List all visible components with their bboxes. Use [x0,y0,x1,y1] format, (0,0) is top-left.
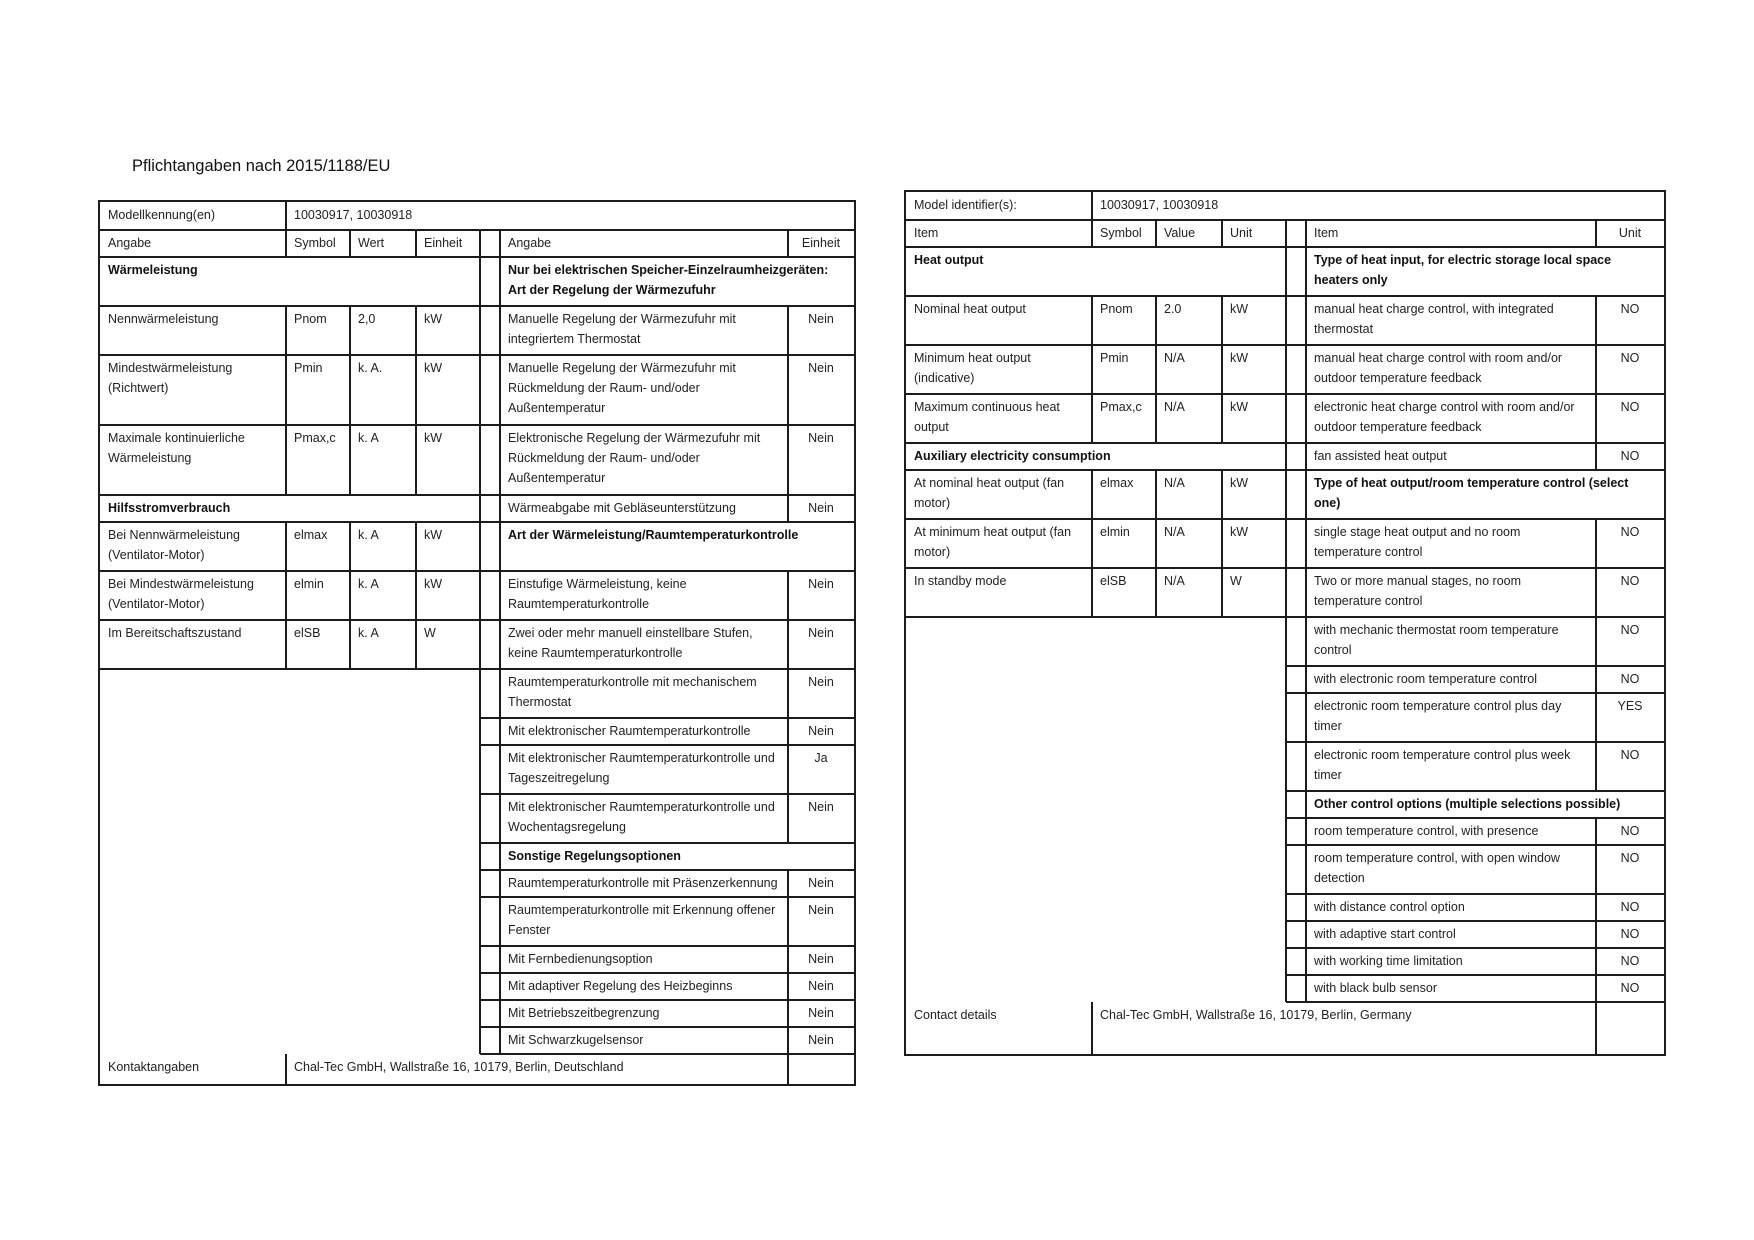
right-value: Nein [808,876,834,890]
column-divider [349,230,351,257]
left-value: N/A [1164,525,1185,539]
column-divider [285,230,287,257]
right-value: Nein [808,501,834,515]
right-item: Raumtemperaturkontrolle mit Präsenzerkennung [508,876,778,890]
column-divider [787,571,789,620]
column-divider [349,355,351,425]
right-item: Mit adaptiver Regelung des Heizbeginns [508,979,733,993]
column-divider [285,571,287,620]
column-divider [787,794,789,843]
column-divider [479,230,481,1054]
column-divider [349,571,351,620]
right-item: electronic room temperature control plus day timer [1314,699,1562,733]
left-symbol: Pmin [294,361,323,375]
right-item: room temperature control, with presence [1314,824,1539,838]
header-value: Value [1164,226,1196,240]
left-item: Maximum continuous heat output [914,400,1060,434]
right-item: Manuelle Regelung der Wärmezufuhr mit integriertem Thermostat [508,312,736,346]
left-value: 2,0 [358,312,376,326]
right-section-heading: Nur bei elektrischen Speicher-Einzelraumheizgeräten: Art der Regelung der Wärmezufuhr [508,263,829,297]
right-value: NO [1620,672,1640,686]
left-section-heading: Heat output [914,253,984,267]
column-divider [787,495,789,522]
right-value: Nein [808,979,834,993]
header-symbol: Symbol [294,236,336,250]
column-divider [1595,443,1597,470]
right-item: manual heat charge control with room and/or outdoor temperature feedback [1314,351,1563,385]
column-divider [415,355,417,425]
right-section-heading: Sonstige Regelungsoptionen [508,849,681,863]
right-value: Nein [808,431,834,445]
left-unit: kW [1230,476,1249,490]
column-divider [285,355,287,425]
left-symbol: elSB [294,626,321,640]
column-divider [415,230,417,257]
left-symbol: elmax [294,528,328,542]
right-value: NO [1620,302,1640,316]
left-unit: kW [424,577,443,591]
header-unit: Unit [1230,226,1253,240]
column-divider [787,870,789,897]
left-value: k. A [358,528,379,542]
left-value: 2.0 [1164,302,1182,316]
right-value: Nein [808,952,834,966]
model-label: Modellkennung(en) [108,208,216,222]
row-divider [906,616,1286,618]
header-unit-2: Einheit [801,236,841,250]
header-value: Wert [358,236,385,250]
left-item: Minimum heat output (indicative) [914,351,1031,385]
right-value: NO [1620,824,1640,838]
page-title: Pflichtangaben nach 2015/1188/EU [132,157,391,175]
column-divider [1595,921,1597,948]
right-item: Mit Betriebszeitbegrenzung [508,1006,660,1020]
right-section-heading: Type of heat output/room temperature control (select one) [1314,476,1629,510]
right-item: Raumtemperaturkontrolle mit mechanischem Thermostat [508,675,757,709]
left-unit: kW [1230,302,1249,316]
column-divider [787,1000,789,1027]
right-section-heading: Type of heat input, for electric storage local space heaters only [1314,253,1612,287]
column-divider [1091,394,1093,443]
right-value: YES [1617,699,1643,713]
right-value: Nein [808,1033,834,1047]
header-item: Item [914,226,939,240]
left-section-heading: Wärmeleistung [108,263,198,277]
column-divider [285,425,287,495]
column-divider [1091,470,1093,519]
column-divider [415,620,417,669]
header-item-2: Item [1314,226,1339,240]
left-symbol: Pnom [294,312,327,326]
column-divider [787,355,789,425]
column-divider [1595,1002,1597,1054]
header-item-2: Angabe [508,236,552,250]
left-item: In standby mode [914,574,1007,588]
right-value: Nein [808,312,834,326]
column-divider [1155,394,1157,443]
column-divider [1155,296,1157,345]
column-divider [1155,345,1157,394]
column-divider [415,306,417,355]
left-unit: W [1230,574,1242,588]
right-value: NO [1620,449,1640,463]
right-item: Mit elektronischer Raumtemperaturkontrolle und Tageszeitregelung [508,751,775,785]
column-divider [1595,617,1597,666]
column-divider [1595,666,1597,693]
column-divider [285,1054,287,1084]
right-item: Raumtemperaturkontrolle mit Erkennung offener Fenster [508,903,776,937]
right-item: fan assisted heat output [1314,449,1447,463]
column-divider [349,425,351,495]
column-divider [1595,519,1597,568]
left-symbol: elmin [1100,525,1130,539]
right-value: NO [1620,851,1640,865]
column-divider [1595,345,1597,394]
right-item: room temperature control, with open window detection [1314,851,1560,885]
right-item: Wärmeabgabe mit Gebläseunterstützung [508,501,736,515]
column-divider [1595,568,1597,617]
left-symbol: elmin [294,577,324,591]
left-item: Nominal heat output [914,302,1026,316]
column-divider [1091,296,1093,345]
column-divider [1221,568,1223,617]
right-item: Manuelle Regelung der Wärmezufuhr mit Rückmeldung der Raum- und/oder Außentemperatur [508,361,736,415]
model-label: Model identifier(s): [914,198,1017,212]
left-section-heading: Hilfsstromverbrauch [108,501,231,515]
column-divider [1221,394,1223,443]
right-item: Mit Fernbedienungsoption [508,952,653,966]
left-value: k. A [358,577,379,591]
left-item: Im Bereitschaftszustand [108,626,242,640]
column-divider [1595,845,1597,894]
right-value: Nein [808,903,834,917]
column-divider [1221,296,1223,345]
header-unit: Einheit [424,236,463,250]
column-divider [1305,220,1307,1002]
left-item: At minimum heat output (fan motor) [914,525,1072,559]
left-value: N/A [1164,574,1185,588]
left-symbol: Pmin [1100,351,1129,365]
column-divider [787,897,789,946]
right-section-heading: Art der Wärmeleistung/Raumtemperaturkontrolle [508,528,799,542]
right-item: Mit elektronischer Raumtemperaturkontrolle und Wochentagsregelung [508,800,775,834]
column-divider [787,718,789,745]
column-divider [415,425,417,495]
right-item: with working time limitation [1314,954,1463,968]
header-unit-2: Unit [1618,226,1642,240]
german-spec-table [98,200,856,1086]
contact-value: Chal-Tec GmbH, Wallstraße 16, 10179, Berlin, Germany [1100,1008,1412,1022]
left-item: Bei Mindestwärmeleistung (Ventilator-Motor) [108,577,254,611]
right-value: NO [1620,351,1640,365]
left-unit: kW [424,431,443,445]
left-item: Mindestwärmeleistung (Richtwert) [108,361,233,395]
left-value: k. A. [358,361,383,375]
left-symbol: Pnom [1100,302,1133,316]
right-value: NO [1620,748,1640,762]
left-value: N/A [1164,476,1185,490]
left-unit: kW [424,312,443,326]
header-symbol: Symbol [1100,226,1142,240]
column-divider [1595,296,1597,345]
row-divider [100,668,480,670]
contact-label: Contact details [914,1008,997,1022]
column-divider [787,425,789,495]
left-unit: kW [1230,351,1249,365]
right-value: Nein [808,626,834,640]
column-divider [1091,1002,1093,1054]
column-divider [1595,894,1597,921]
right-item: single stage heat output and no room temperature control [1314,525,1521,559]
right-value: Ja [814,751,828,765]
column-divider [1155,220,1157,247]
column-divider [415,522,417,571]
right-item: manual heat charge control, with integrated thermostat [1314,302,1554,336]
column-divider [1595,693,1597,742]
right-item: with black bulb sensor [1314,981,1437,995]
contact-value: Chal-Tec GmbH, Wallstraße 16, 10179, Berlin, Deutschland [294,1060,624,1074]
column-divider [349,306,351,355]
right-item: electronic heat charge control with room and/or outdoor temperature feedback [1314,400,1575,434]
model-value: 10030917, 10030918 [1100,198,1219,212]
left-unit: kW [424,361,443,375]
right-item: with distance control option [1314,900,1465,914]
left-value: k. A [358,626,379,640]
column-divider [499,230,501,1054]
column-divider [1595,818,1597,845]
column-divider [787,745,789,794]
left-symbol: elSB [1100,574,1127,588]
right-value: Nein [808,361,834,375]
column-divider [1221,470,1223,519]
right-item: electronic room temperature control plus week timer [1314,748,1571,782]
column-divider [1155,470,1157,519]
column-divider [787,946,789,973]
column-divider [787,1027,789,1054]
column-divider [349,522,351,571]
right-item: Zwei oder mehr manuell einstellbare Stufen, keine Raumtemperaturkontrolle [508,626,753,660]
column-divider [285,202,287,230]
right-value: NO [1620,900,1640,914]
column-divider [415,571,417,620]
right-value: Nein [808,675,834,689]
model-value: 10030917, 10030918 [294,208,413,222]
right-value: NO [1620,927,1640,941]
column-divider [1091,519,1093,568]
column-divider [1595,975,1597,1002]
right-value: NO [1620,954,1640,968]
right-item: with electronic room temperature control [1314,672,1538,686]
left-item: Bei Nennwärmeleistung (Ventilator-Motor) [108,528,241,562]
right-item: Mit elektronischer Raumtemperaturkontrolle [508,724,751,738]
right-item: with adaptive start control [1314,927,1456,941]
english-spec-table [904,190,1666,1056]
left-unit: kW [1230,525,1249,539]
left-unit: W [424,626,436,640]
column-divider [1221,345,1223,394]
column-divider [1285,220,1287,1002]
column-divider [1595,742,1597,791]
column-divider [285,522,287,571]
right-value: NO [1620,400,1640,414]
column-divider [1595,394,1597,443]
left-value: N/A [1164,351,1185,365]
left-item: Nennwärmeleistung [108,312,219,326]
right-value: NO [1620,981,1640,995]
right-value: NO [1620,574,1640,588]
right-value: Nein [808,724,834,738]
left-section-heading: Auxiliary electricity consumption [914,449,1111,463]
column-divider [787,306,789,355]
column-divider [787,230,789,257]
column-divider [1595,948,1597,975]
column-divider [1091,345,1093,394]
left-symbol: elmax [1100,476,1134,490]
column-divider [787,669,789,718]
left-symbol: Pmax,c [1100,400,1142,414]
column-divider [1091,220,1093,247]
column-divider [1155,568,1157,617]
left-item: At nominal heat output (fan motor) [914,476,1065,510]
right-item: Mit Schwarzkugelsensor [508,1033,644,1047]
left-value: N/A [1164,400,1185,414]
right-item: Two or more manual stages, no room temperature control [1314,574,1522,608]
right-value: NO [1620,623,1640,637]
column-divider [1221,519,1223,568]
contact-label: Kontaktangaben [108,1060,200,1074]
right-item: Einstufige Wärmeleistung, keine Raumtemperaturkontrolle [508,577,687,611]
right-item: with mechanic thermostat room temperature control [1314,623,1559,657]
right-value: Nein [808,800,834,814]
column-divider [787,620,789,669]
right-value: NO [1620,525,1640,539]
header-item: Angabe [108,236,152,250]
column-divider [787,973,789,1000]
left-symbol: Pmax,c [294,431,336,445]
column-divider [1155,519,1157,568]
column-divider [1595,220,1597,247]
right-section-heading: Other control options (multiple selections possible) [1314,797,1621,811]
column-divider [349,620,351,669]
left-item: Maximale kontinuierliche Wärmeleistung [108,431,245,465]
column-divider [1221,220,1223,247]
left-unit: kW [424,528,443,542]
right-value: Nein [808,1006,834,1020]
column-divider [1091,568,1093,617]
column-divider [787,1054,789,1084]
left-value: k. A [358,431,379,445]
left-unit: kW [1230,400,1249,414]
right-value: Nein [808,577,834,591]
column-divider [1091,192,1093,220]
column-divider [285,620,287,669]
right-item: Elektronische Regelung der Wärmezufuhr mit Rückmeldung der Raum- und/oder Außentemperatur [508,431,761,485]
column-divider [285,306,287,355]
